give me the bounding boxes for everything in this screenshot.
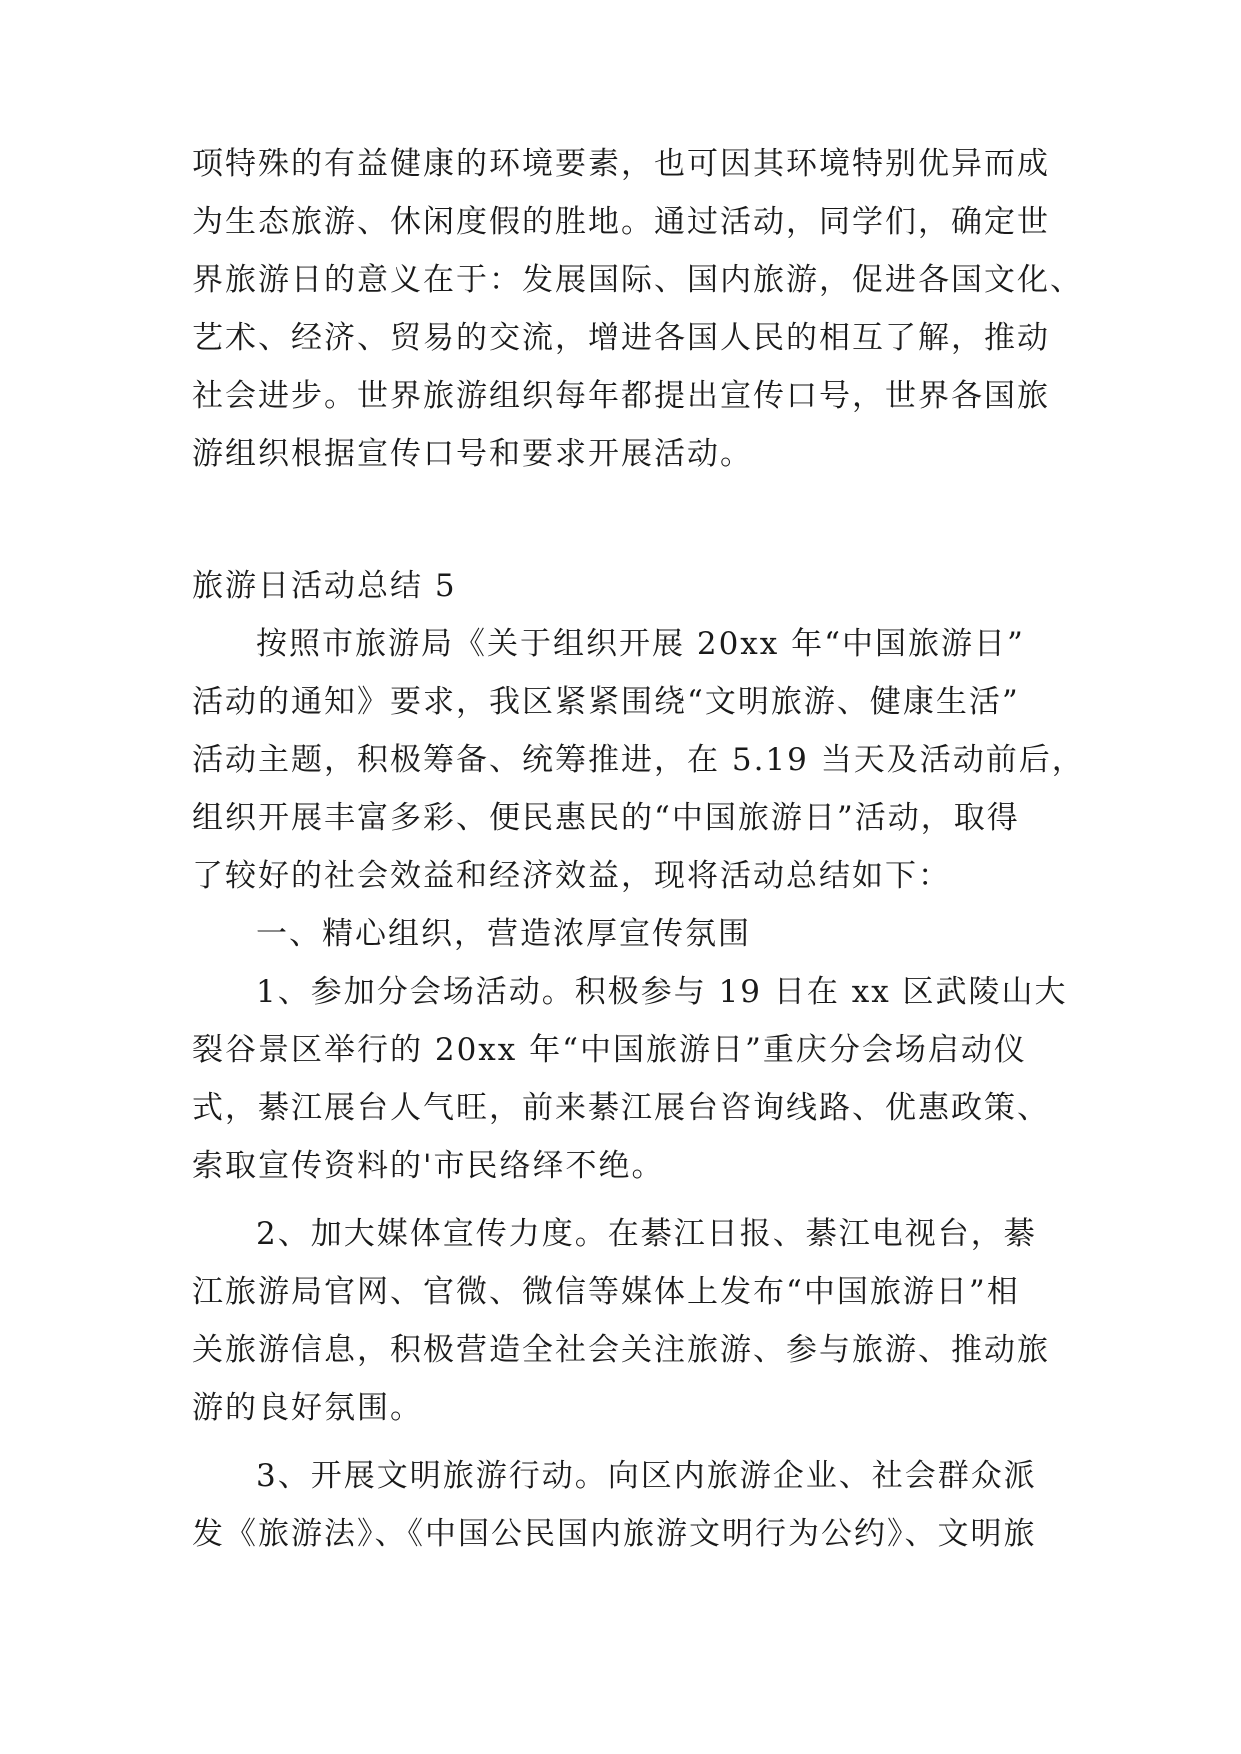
paragraph-line: 关旅游信息，积极营造全社会关注旅游、参与旅游、推动旅 xyxy=(192,1332,1050,1368)
section-heading: 旅游日活动总结 5 xyxy=(192,568,457,604)
paragraph-line: 江旅游局官网、官微、微信等媒体上发布“中国旅游日”相 xyxy=(192,1274,1020,1310)
paragraph-line: 组织开展丰富多彩、便民惠民的“中国旅游日”活动，取得 xyxy=(192,800,1020,836)
paragraph-line: 3、开展文明旅游行动。向区内旅游企业、社会群众派 xyxy=(256,1458,1037,1494)
paragraph-line: 为生态旅游、休闲度假的胜地。通过活动，同学们，确定世 xyxy=(192,204,1050,240)
paragraph-line: 活动主题，积极筹备、统筹推进，在 5.19 当天及活动前后， xyxy=(192,742,1085,778)
paragraph-line: 活动的通知》要求，我区紧紧围绕“文明旅游、健康生活” xyxy=(192,684,1020,720)
paragraph-line: 2、加大媒体宣传力度。在綦江日报、綦江电视台，綦 xyxy=(256,1216,1037,1252)
paragraph-line: 发《旅游法》、《中国公民国内旅游文明行为公约》、文明旅 xyxy=(192,1516,1037,1552)
paragraph-line: 1、参加分会场活动。积极参与 19 日在 xx 区武陵山大 xyxy=(256,974,1068,1010)
paragraph-line: 式，綦江展台人气旺，前来綦江展台咨询线路、优惠政策、 xyxy=(192,1090,1050,1126)
paragraph-line: 项特殊的有益健康的环境要素，也可因其环境特别优异而成 xyxy=(192,146,1050,182)
paragraph-line: 界旅游日的意义在于：发展国际、国内旅游，促进各国文化、 xyxy=(192,262,1083,298)
paragraph-line: 游组织根据宣传口号和要求开展活动。 xyxy=(192,436,753,472)
paragraph-line: 索取宣传资料的'市民络绎不绝。 xyxy=(192,1148,665,1184)
paragraph-line: 了较好的社会效益和经济效益，现将活动总结如下： xyxy=(192,858,951,894)
subsection-heading: 一、精心组织，营造浓厚宣传氛围 xyxy=(256,916,751,952)
paragraph-line: 游的良好氛围。 xyxy=(192,1390,423,1426)
paragraph-line: 裂谷景区举行的 20xx 年“中国旅游日”重庆分会场启动仪 xyxy=(192,1032,1027,1068)
paragraph-line: 社会进步。世界旅游组织每年都提出宣传口号，世界各国旅 xyxy=(192,378,1050,414)
paragraph-line: 按照市旅游局《关于组织开展 20xx 年“中国旅游日” xyxy=(256,626,1025,662)
paragraph-line: 艺术、经济、贸易的交流，增进各国人民的相互了解，推动 xyxy=(192,320,1050,356)
